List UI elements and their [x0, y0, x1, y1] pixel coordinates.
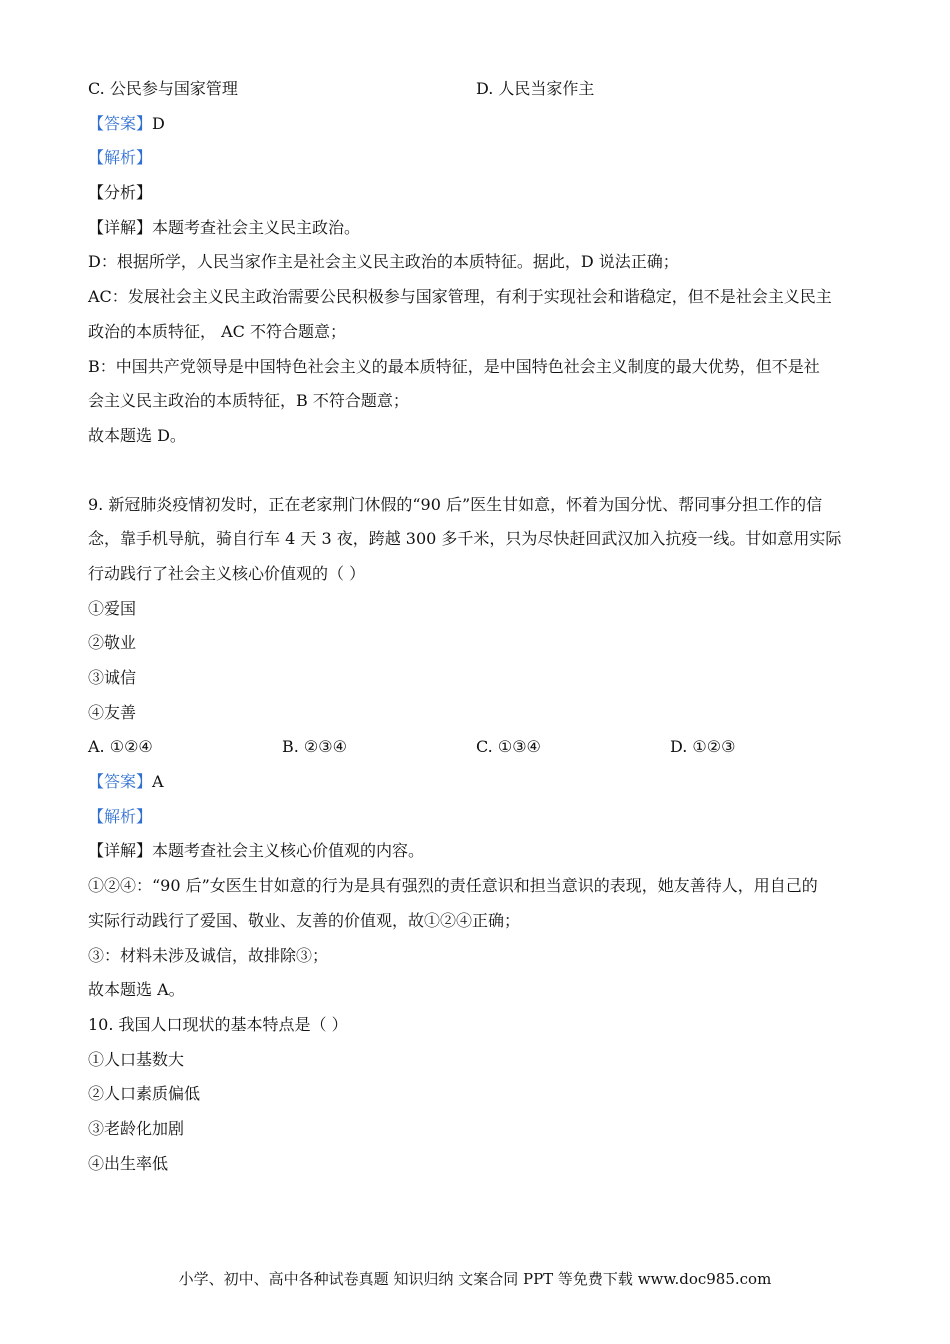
- q10-item: ④出生率低: [88, 1153, 169, 1173]
- q9-option-b: B. ②③④: [282, 737, 347, 757]
- detail-text: 本题考查社会主义核心价值观的内容。: [152, 841, 425, 861]
- answer-tag: 【答案】: [88, 113, 153, 133]
- q8-analysis-tag: 【解析】: [88, 148, 153, 168]
- q8-explanation-line: D：根据所学，人民当家作主是社会主义民主政治的本质特征。据此，D 说法正确；: [88, 252, 679, 272]
- q9-analysis-tag: 【解析】: [88, 806, 153, 826]
- q9-option-d: D. ①②③: [670, 737, 736, 757]
- page-footer: 小学、初中、高中各种试卷真题 知识归纳 文案合同 PPT 等免费下载 www.doc985.com: [178, 1270, 772, 1288]
- q8-fenxi-tag: 【分析】: [88, 183, 153, 203]
- answer-value: D: [152, 113, 165, 133]
- q9-explanation-line: 实际行动践行了爱国、敬业、友善的价值观，故①②④正确；: [88, 910, 521, 930]
- q9-stem-line: 念，靠手机导航，骑自行车 4 天 3 夜，跨越 300 多千米，只为尽快赶回武汉加入抗疫一线。甘如意用实际: [88, 529, 842, 549]
- document-page: [88, 72, 868, 1181]
- q9-item: ①爱国: [88, 598, 137, 618]
- q10-item: ③老龄化加剧: [88, 1118, 185, 1138]
- q8-explanation-line: 故本题选 D。: [88, 425, 186, 445]
- q9-stem-line: 行动践行了社会主义核心价值观的（ ）: [88, 563, 366, 583]
- q9-item: ④友善: [88, 702, 137, 722]
- q8-explanation-line: B：中国共产党领导是中国特色社会主义的最本质特征，是中国特色社会主义制度的最大优势，但不是社: [88, 356, 820, 376]
- q10-item: ②人口素质偏低: [88, 1084, 201, 1104]
- answer-value: A: [152, 772, 164, 792]
- q9-option-a: A. ①②④: [88, 737, 153, 757]
- q9-option-c: C. ①③④: [476, 737, 541, 757]
- q8-detail: [88, 211, 868, 246]
- q9-item: ②敬业: [88, 633, 137, 653]
- q9-explanation-line: 故本题选 A。: [88, 980, 185, 1000]
- q10-stem: 10. 我国人口现状的基本特点是（ ）: [88, 1014, 348, 1034]
- q8-option-c: C. 公民参与国家管理: [88, 79, 238, 98]
- detail-tag: 【详解】: [88, 841, 153, 861]
- answer-tag: 【答案】: [88, 772, 153, 792]
- q9-detail: [88, 834, 868, 869]
- q9-answer: [88, 765, 868, 800]
- q8-explanation-line: 政治的本质特征， AC 不符合题意；: [88, 321, 346, 341]
- q9-item: ③诚信: [88, 668, 137, 687]
- q9-explanation-line: ①②④：“90 后”女医生甘如意的行为是具有强烈的责任意识和担当意识的表现，她友善待人，用自己的: [88, 876, 818, 896]
- detail-text: 本题考查社会主义民主政治。: [152, 217, 361, 237]
- q8-answer: [88, 107, 868, 142]
- spacer: [88, 454, 868, 488]
- q8-option-d: D. 人民当家作主: [476, 79, 595, 98]
- q9-explanation-line: ③：材料未涉及诚信，故排除③；: [88, 945, 329, 965]
- q9-options-row: [88, 730, 868, 765]
- q8-explanation-line: 会主义民主政治的本质特征，B 不符合题意；: [88, 391, 409, 411]
- q10-item: ①人口基数大: [88, 1049, 185, 1069]
- detail-tag: 【详解】: [88, 217, 153, 237]
- q9-stem-line: 9. 新冠肺炎疫情初发时，正在老家荆门休假的“90 后”医生甘如意，怀着为国分忧、帮同事分担工作的信: [88, 494, 823, 514]
- q8-explanation-line: AC：发展社会主义民主政治需要公民积极参与国家管理，有利于实现社会和谐稳定，但不是社会主义民主: [88, 287, 832, 307]
- q8-options-row: [88, 72, 868, 107]
